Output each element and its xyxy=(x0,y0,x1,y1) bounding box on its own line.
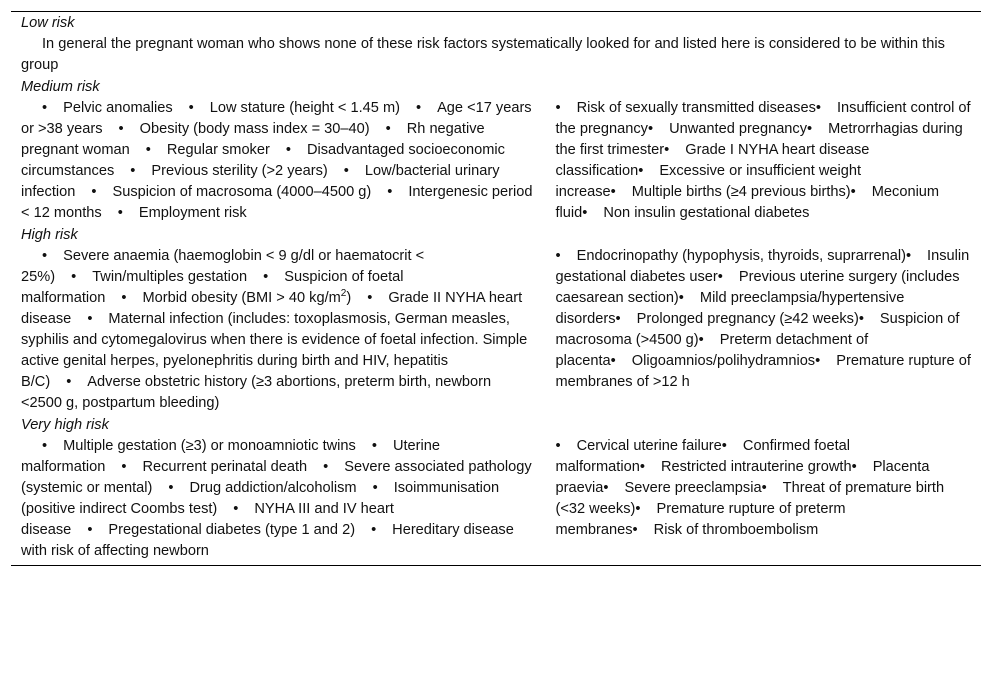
low-risk-text: In general the pregnant woman who shows none of these risk factors systematically looked for and listed here is considered to be within this group xyxy=(21,36,945,73)
bullet-icon: • xyxy=(638,163,644,179)
bullet-icon: • xyxy=(372,480,378,496)
low-risk-title: Low risk xyxy=(21,15,75,31)
bullet-icon: • xyxy=(678,290,684,306)
risk-factor-text: Grade II NYHA heart disease xyxy=(21,290,523,327)
risk-factor-text: Drug addiction/alcoholism xyxy=(189,480,357,496)
risk-factor-item xyxy=(71,522,355,538)
risk-factor-text: Rh negative pregnant woman xyxy=(21,121,485,158)
risk-factor-item xyxy=(555,100,815,116)
risk-factor-item xyxy=(21,438,356,454)
bullet-icon: • xyxy=(387,184,393,200)
bullet-icon: • xyxy=(385,121,391,137)
risk-factor-text: Meconium fluid xyxy=(555,184,940,221)
high-risk-right xyxy=(555,246,971,414)
bullet-icon: • xyxy=(635,501,641,517)
very-high-risk-left xyxy=(21,436,533,562)
bullet-icon: • xyxy=(815,100,821,116)
risk-factor-item xyxy=(611,353,815,369)
very-high-risk-right xyxy=(555,436,971,562)
risk-factor-text: Premature rupture of preterm membranes xyxy=(555,501,846,538)
medium-risk-title: Medium risk xyxy=(21,79,100,95)
high-risk-title: High risk xyxy=(21,227,78,243)
bullet-icon: • xyxy=(117,205,123,221)
risk-factor-text: Hereditary disease with risk of affecting newborn xyxy=(21,522,514,559)
risk-factor-text: Risk of thromboembolism xyxy=(653,522,819,538)
bullet-icon: • xyxy=(858,311,864,327)
risk-factor-text: Grade I NYHA heart disease classification xyxy=(555,142,870,179)
risk-factor-text: Insulin gestational diabetes user xyxy=(555,248,970,285)
risk-factor-text: Non insulin gestational diabetes xyxy=(603,205,810,221)
bullet-icon: • xyxy=(145,142,151,158)
risk-factor-text: Age <17 years or >38 years xyxy=(21,100,532,137)
bullet-icon: • xyxy=(371,438,377,454)
risk-factor-text: Severe anaemia (haemoglobin < 9 g/dl or haematocrit < 25%) xyxy=(21,248,425,285)
bullet-icon: • xyxy=(807,121,813,137)
bullet-icon: • xyxy=(42,438,48,454)
bullet-icon: • xyxy=(233,501,239,517)
bullet-icon: • xyxy=(721,438,727,454)
bullet-icon: • xyxy=(664,142,670,158)
bullet-icon: • xyxy=(121,459,127,475)
bullet-icon: • xyxy=(603,480,609,496)
bullet-icon: • xyxy=(850,184,856,200)
risk-factor-text: Restricted intrauterine growth xyxy=(660,459,852,475)
medium-risk-right xyxy=(555,98,971,224)
risk-factor-text: Cervical uterine failure xyxy=(576,438,722,454)
risk-factor-text: Uterine malformation xyxy=(21,438,440,475)
bullet-icon: • xyxy=(615,311,621,327)
risk-factor-text: Intergenesic period < 12 months xyxy=(21,184,533,221)
risk-factor-item xyxy=(21,100,173,116)
risk-factor-text: Premature rupture of membranes of >12 h xyxy=(555,353,971,390)
risk-factor-text: Insufficient control of the pregnancy xyxy=(555,100,971,137)
bullet-icon: • xyxy=(555,248,561,264)
very-high-risk-title: Very high risk xyxy=(21,417,109,433)
risk-factor-text: Endocrinopathy (hypophysis, thyroids, suprarrenal) xyxy=(576,248,906,264)
risk-factor-text: Low/bacterial urinary infection xyxy=(21,163,500,200)
risk-factor-item xyxy=(555,438,721,454)
bullet-icon: • xyxy=(555,100,561,116)
bullet-icon: • xyxy=(815,353,821,369)
bullet-icon: • xyxy=(263,269,269,285)
risk-factor-item xyxy=(102,205,247,221)
risk-factor-text: Twin/multiples gestation xyxy=(92,269,248,285)
risk-factor-item xyxy=(173,100,400,116)
risk-factor-item xyxy=(75,184,371,200)
risk-factor-text: Oligoamnios/polihydramnios xyxy=(631,353,816,369)
risk-factor-text: Unwanted pregnancy xyxy=(669,121,808,137)
medium-risk-left xyxy=(21,98,533,224)
risk-factor-text: Multiple births (≥4 previous births) xyxy=(631,184,851,200)
bullet-icon: • xyxy=(698,332,704,348)
risk-factor-text: Suspicion of macrosoma (4000–4500 g) xyxy=(112,184,372,200)
risk-factor-text: Recurrent perinatal death xyxy=(142,459,308,475)
risk-factor-item xyxy=(103,121,370,137)
risk-factor-text: Severe associated pathology (systemic or mental) xyxy=(21,459,532,496)
bullet-icon: • xyxy=(42,100,48,116)
risk-factor-item xyxy=(648,121,807,137)
risk-factor-item xyxy=(105,290,340,306)
bullet-icon: • xyxy=(121,290,127,306)
risk-factor-text: Maternal infection (includes: toxoplasmosis, German measles, syphilis and cytomegalovirus when there is evidence of foetal infection. Simple active genital herpes, pyelonephritis during birth and HIV, hepatitis B/C) xyxy=(21,311,528,390)
bullet-icon: • xyxy=(130,163,136,179)
bullet-icon: • xyxy=(415,100,422,116)
bullet-icon: • xyxy=(610,353,616,369)
risk-factor-text: Placenta praevia xyxy=(555,459,930,496)
risk-factor-item xyxy=(105,459,307,475)
bullet-icon: • xyxy=(632,522,638,538)
risk-factor-item xyxy=(555,248,905,264)
risk-factor-text: NYHA III and IV heart disease xyxy=(21,501,394,538)
risk-factor-text: Pelvic anomalies xyxy=(63,100,173,116)
risk-factor-item xyxy=(21,374,491,411)
bullet-icon: • xyxy=(582,205,588,221)
bullet-icon: • xyxy=(639,459,645,475)
bullet-icon: • xyxy=(851,459,857,475)
bullet-icon: • xyxy=(371,522,377,538)
bullet-icon: • xyxy=(168,480,174,496)
risk-factor-item xyxy=(640,459,852,475)
risk-factor-text: Adverse obstetric history (≥3 abortions, preterm birth, newborn <2500 g, postpartum bleeding) xyxy=(21,374,492,411)
risk-table xyxy=(11,11,981,566)
risk-factor-text: Multiple gestation (≥3) or monoamniotic twins xyxy=(63,438,356,454)
risk-factor-text: Metrorrhagias during the first trimester xyxy=(555,121,963,158)
superscript: 2 xyxy=(340,288,347,300)
risk-factor-text: Employment risk xyxy=(138,205,247,221)
very-high-risk-row xyxy=(11,436,981,562)
bullet-icon: • xyxy=(323,459,329,475)
bullet-icon: • xyxy=(343,163,349,179)
bullet-icon: • xyxy=(87,311,93,327)
bullet-icon: • xyxy=(285,142,291,158)
risk-factor-text: Suspicion of foetal malformation xyxy=(21,269,404,306)
high-risk-left xyxy=(21,246,533,414)
risk-factor-text: Severe preeclampsia xyxy=(624,480,762,496)
bullet-icon: • xyxy=(42,248,48,264)
risk-factor-item xyxy=(130,142,270,158)
risk-factor-text: Pregestational diabetes (type 1 and 2) xyxy=(108,522,356,538)
bullet-icon: • xyxy=(188,100,194,116)
risk-factor-item xyxy=(152,480,356,496)
risk-factor-item xyxy=(611,184,851,200)
risk-factor-text: Excessive or insufficient weight increase xyxy=(555,163,862,200)
bullet-icon: • xyxy=(66,374,72,390)
high-risk-row xyxy=(11,246,981,414)
high-risk-left-b xyxy=(21,290,527,411)
risk-factor-text: Preterm detachment of placenta xyxy=(555,332,869,369)
bullet-icon: • xyxy=(71,269,77,285)
bullet-icon: • xyxy=(91,184,97,200)
risk-factor-item xyxy=(55,269,247,285)
risk-factor-text: Morbid obesity (BMI > 40 kg/m xyxy=(142,290,341,306)
close-paren: ) xyxy=(346,290,352,306)
bullet-icon: • xyxy=(118,121,124,137)
bullet-icon: • xyxy=(647,121,654,137)
risk-factor-text: Confirmed foetal malformation xyxy=(555,438,850,475)
risk-factor-text: Mild preeclampsia/hypertensive disorders xyxy=(555,290,905,327)
risk-factor-text: Previous sterility (>2 years) xyxy=(151,163,328,179)
risk-factor-text: Suspicion of macrosoma (>4500 g) xyxy=(555,311,960,348)
bullet-icon: • xyxy=(761,480,767,496)
risk-factor-text: Obesity (body mass index = 30–40) xyxy=(139,121,370,137)
bullet-icon: • xyxy=(367,290,373,306)
bullet-icon: • xyxy=(610,184,616,200)
risk-factor-text: Regular smoker xyxy=(166,142,270,158)
risk-factor-item xyxy=(633,522,819,538)
risk-factor-text: Risk of sexually transmitted diseases xyxy=(576,100,816,116)
risk-factor-text: Disadvantaged socioeconomic circumstances xyxy=(21,142,505,179)
risk-factor-item xyxy=(114,163,328,179)
medium-risk-row xyxy=(11,98,981,224)
risk-factor-item xyxy=(603,480,761,496)
bullet-icon: • xyxy=(905,248,912,264)
risk-factor-text: Previous uterine surgery (includes caesarean section) xyxy=(555,269,960,306)
risk-factor-item xyxy=(582,205,809,221)
risk-factor-item xyxy=(616,311,859,327)
bullet-icon: • xyxy=(555,438,561,454)
bullet-icon: • xyxy=(717,269,723,285)
bullet-icon: • xyxy=(87,522,93,538)
risk-factor-text: Low stature (height < 1.45 m) xyxy=(209,100,400,116)
risk-factor-text: Prolonged pregnancy (≥42 weeks) xyxy=(636,311,859,327)
risk-factor-text: Threat of premature birth (<32 weeks) xyxy=(555,480,945,517)
low-risk-row xyxy=(11,34,981,76)
risk-factor-text: Isoimmunisation (positive indirect Coombs test) xyxy=(21,480,500,517)
